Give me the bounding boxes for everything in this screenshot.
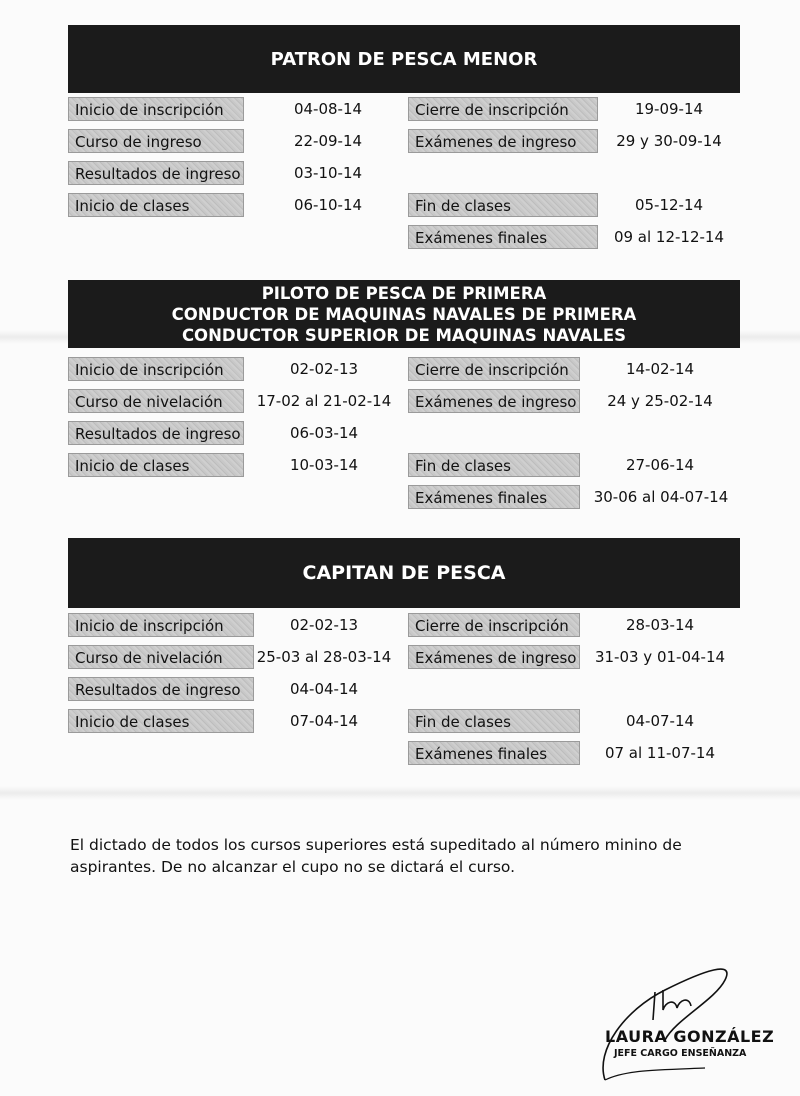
value-examenes-finales: 09 al 12-12-14 xyxy=(613,228,725,246)
schedule-row xyxy=(68,741,740,765)
value-fin-clases: 04-07-14 xyxy=(625,712,695,730)
value-cierre-inscripcion: 14-02-14 xyxy=(625,360,695,378)
label-cierre-inscripcion: Cierre de inscripción xyxy=(408,613,580,637)
footnote: El dictado de todos los cursos superiores está supeditado al número minino de aspirantes. De no alcanzar el cupo no se dictará el curso. xyxy=(70,836,682,876)
label-inicio-clases: Inicio de clases xyxy=(68,453,244,477)
value-inicio-inscripcion: 02-02-13 xyxy=(289,616,359,634)
value-inicio-clases: 10-03-14 xyxy=(289,456,359,474)
label-inicio-clases: Inicio de clases xyxy=(68,193,244,217)
label-resultados: Resultados de ingreso xyxy=(68,161,244,185)
section-title xyxy=(68,538,740,608)
label-curso: Curso de ingreso xyxy=(68,129,244,153)
label-resultados: Resultados de ingreso xyxy=(68,421,244,445)
signature-name: LAURA GONZÁLEZ xyxy=(605,1027,775,1046)
label-inicio-inscripcion: Inicio de inscripción xyxy=(68,357,244,381)
label-examenes-finales: Exámenes finales xyxy=(408,225,598,249)
course-section-patron xyxy=(68,25,740,265)
label-examenes-ingreso: Exámenes de ingreso xyxy=(408,389,580,413)
label-examenes-ingreso: Exámenes de ingreso xyxy=(408,129,598,153)
schedule-row xyxy=(68,485,740,509)
label-examenes-ingreso: Exámenes de ingreso xyxy=(408,645,580,669)
value-fin-clases: 27-06-14 xyxy=(625,456,695,474)
value-curso: 17-02 al 21-02-14 xyxy=(256,392,392,410)
value-cierre-inscripcion: 28-03-14 xyxy=(625,616,695,634)
value-inicio-inscripcion: 04-08-14 xyxy=(293,100,363,118)
value-inicio-inscripcion: 02-02-13 xyxy=(289,360,359,378)
value-resultados: 04-04-14 xyxy=(289,680,359,698)
schedule-row xyxy=(68,97,740,121)
schedule-row xyxy=(68,421,740,445)
value-curso: 25-03 al 28-03-14 xyxy=(256,648,392,666)
label-fin-clases: Fin de clases xyxy=(408,709,580,733)
schedule-row xyxy=(68,161,740,185)
signature-role: JEFE CARGO ENSEÑANZA xyxy=(614,1048,747,1059)
value-fin-clases: 05-12-14 xyxy=(634,196,704,214)
section-title xyxy=(68,25,740,93)
value-examenes-ingreso: 24 y 25-02-14 xyxy=(607,392,713,410)
section-title-line: CAPITAN DE PESCA xyxy=(302,562,506,584)
schedule-row xyxy=(68,613,740,637)
schedule-row xyxy=(68,357,740,381)
label-inicio-inscripcion: Inicio de inscripción xyxy=(68,97,244,121)
schedule-row xyxy=(68,225,740,249)
value-resultados: 06-03-14 xyxy=(289,424,359,442)
value-inicio-clases: 07-04-14 xyxy=(289,712,359,730)
course-section-piloto-conductor xyxy=(68,280,740,516)
schedule-row xyxy=(68,193,740,217)
value-examenes-ingreso: 29 y 30-09-14 xyxy=(616,132,722,150)
section-title-line: PATRON DE PESCA MENOR xyxy=(270,48,538,70)
value-examenes-ingreso: 31-03 y 01-04-14 xyxy=(594,648,726,666)
label-cierre-inscripcion: Cierre de inscripción xyxy=(408,97,598,121)
paper-fold xyxy=(0,786,800,800)
label-fin-clases: Fin de clases xyxy=(408,193,598,217)
course-section-capitan xyxy=(68,538,740,772)
label-fin-clases: Fin de clases xyxy=(408,453,580,477)
label-curso: Curso de nivelación xyxy=(68,389,244,413)
schedule-row xyxy=(68,389,740,413)
signature-scribble xyxy=(585,950,785,1090)
label-curso: Curso de nivelación xyxy=(68,645,254,669)
section-title-line: CONDUCTOR SUPERIOR DE MAQUINAS NAVALES xyxy=(181,325,627,345)
label-examenes-finales: Exámenes finales xyxy=(408,485,580,509)
value-examenes-finales: 07 al 11-07-14 xyxy=(604,744,716,762)
value-resultados: 03-10-14 xyxy=(293,164,363,182)
schedule-row xyxy=(68,709,740,733)
section-title-line: CONDUCTOR DE MAQUINAS NAVALES DE PRIMERA xyxy=(171,304,637,324)
section-title-line: PILOTO DE PESCA DE PRIMERA xyxy=(261,283,547,303)
schedule-row xyxy=(68,677,740,701)
value-cierre-inscripcion: 19-09-14 xyxy=(634,100,704,118)
value-curso: 22-09-14 xyxy=(293,132,363,150)
section-title xyxy=(68,280,740,348)
label-cierre-inscripcion: Cierre de inscripción xyxy=(408,357,580,381)
value-examenes-finales: 30-06 al 04-07-14 xyxy=(593,488,729,506)
label-inicio-clases: Inicio de clases xyxy=(68,709,254,733)
label-resultados: Resultados de ingreso xyxy=(68,677,254,701)
label-examenes-finales: Exámenes finales xyxy=(408,741,580,765)
schedule-row xyxy=(68,129,740,153)
schedule-row xyxy=(68,645,740,669)
label-inicio-inscripcion: Inicio de inscripción xyxy=(68,613,254,637)
schedule-row xyxy=(68,453,740,477)
value-inicio-clases: 06-10-14 xyxy=(293,196,363,214)
